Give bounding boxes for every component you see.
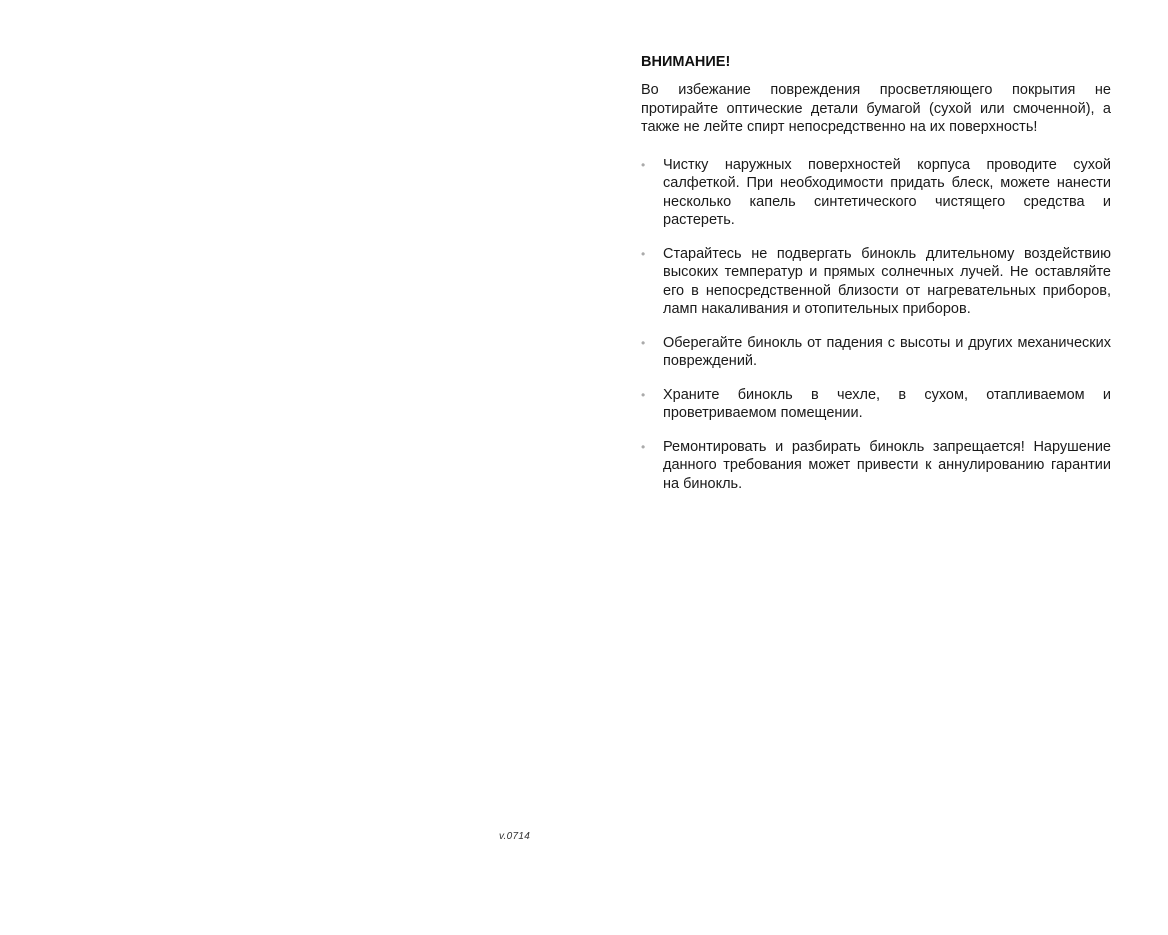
- list-item: [641, 438, 1111, 494]
- list-item-text: Храните бинокль в чехле, в сухом, отапливаемом и проветриваемом помещении.: [663, 386, 1111, 421]
- bullet-icon: •: [641, 246, 646, 261]
- list-item-text: Ремонтировать и разбирать бинокль запрещается! Нарушение данного требования может привести к аннулированию гарантии на бинокль.: [663, 438, 1111, 492]
- bullet-icon: •: [641, 335, 646, 350]
- warning-title: ВНИМАНИЕ!: [641, 54, 731, 70]
- list-item: [641, 334, 1111, 371]
- version-label: v.0714: [499, 831, 531, 842]
- bullet-icon: •: [641, 387, 646, 402]
- list-item: [641, 245, 1111, 319]
- bullet-icon: •: [641, 439, 646, 454]
- right-page: [641, 53, 1111, 508]
- bullet-icon: •: [641, 157, 646, 172]
- list-item: [641, 386, 1111, 423]
- warning-text: Во избежание повреждения просветляющего покрытия не протирайте оптические детали бумагой (сухой или смоченной), а также не лейте спирт непосредственно на их поверхность!: [641, 82, 1111, 135]
- list-item-text: Чистку наружных поверхностей корпуса проводите сухой салфеткой. При необходимости придать блеск, можете нанести несколько капель синтетического чистящего средства и растереть.: [663, 156, 1111, 228]
- list-item: [641, 156, 1111, 230]
- care-instructions-list: [641, 156, 1111, 494]
- list-item-text: Старайтесь не подвергать бинокль длительному воздействию высоких температур и прямых солнечных лучей. Не оставляйте его в непосредственной близости от нагревательных приборов, ламп накаливания и отопительных приборов.: [663, 245, 1111, 317]
- list-item-text: Оберегайте бинокль от падения с высоты и других механических повреждений.: [663, 334, 1111, 369]
